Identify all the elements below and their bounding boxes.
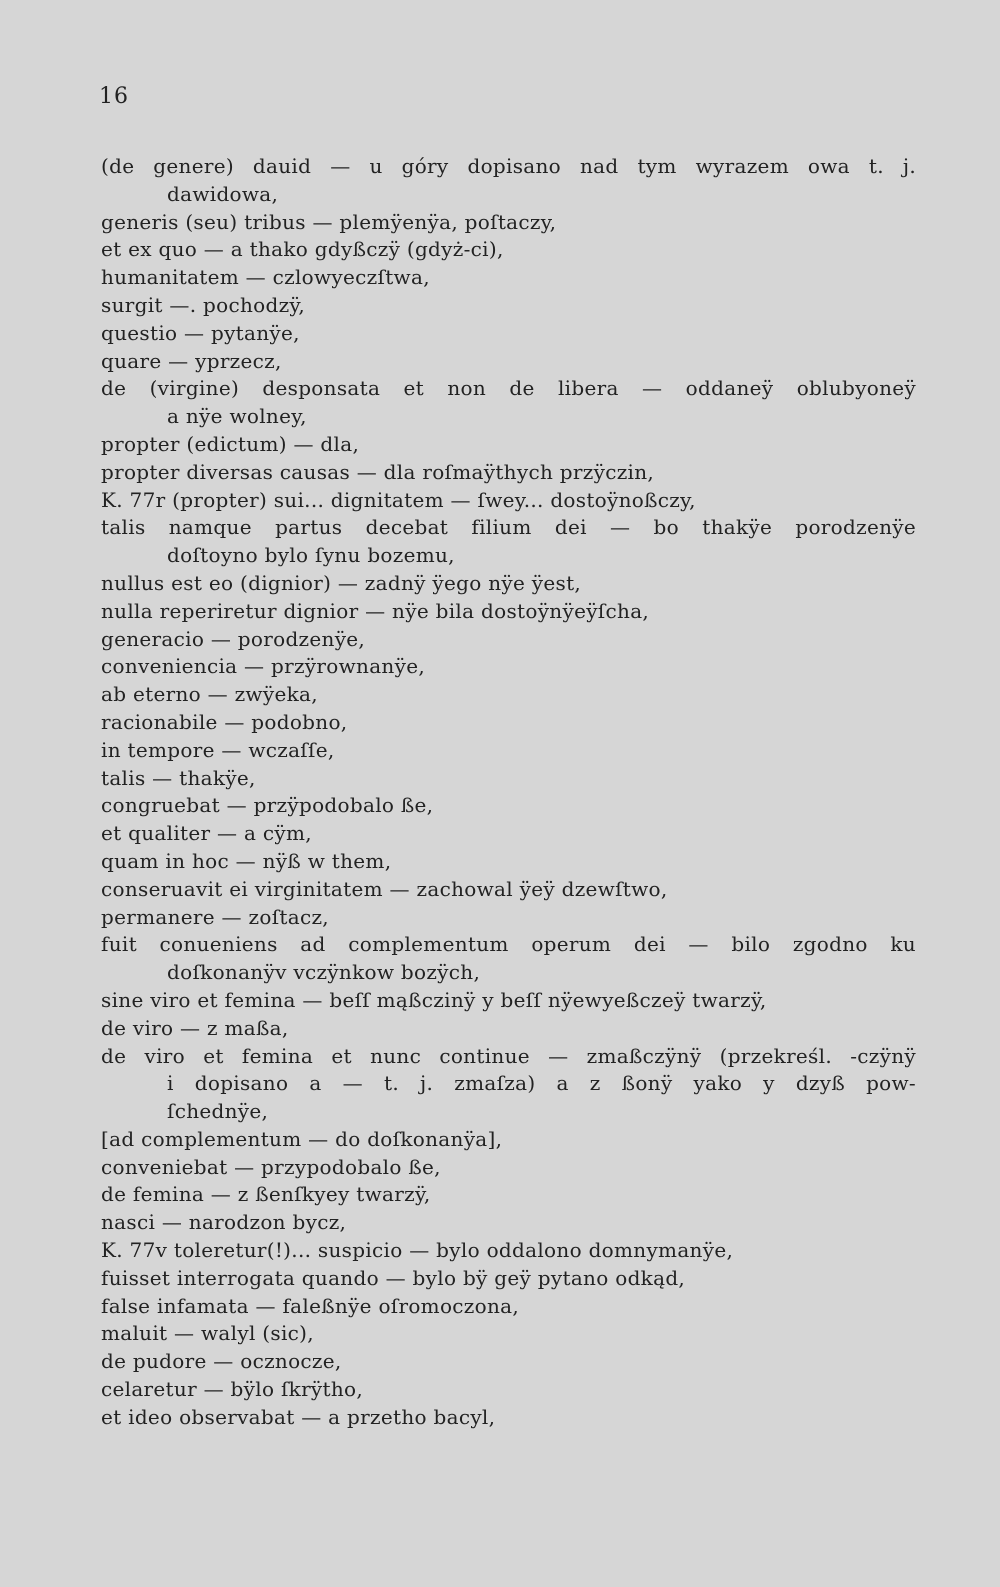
glossary-entry (101, 209, 916, 237)
entry-line: K. 77v toleretur(!)... suspicio — bylo oddalono domnymanÿe, (101, 1238, 734, 1263)
entry-line: et ideo observabat — a przetho bacyl, (101, 1404, 496, 1429)
glossary-entry (101, 1181, 916, 1209)
glossary-entry (101, 1265, 916, 1293)
glossary-entry (101, 348, 916, 376)
glossary-entry (101, 1043, 916, 1126)
entry-continuation-line: dawidowa, (167, 181, 279, 206)
glossary-entry (101, 431, 916, 459)
entry-line: surgit —. pochodzÿ, (101, 292, 306, 317)
entry-line: fuisset interrogata quando — bylo bÿ geÿ pytano odkąd, (101, 1265, 686, 1290)
entry-line: maluit — walyl (sic), (101, 1321, 314, 1346)
glossary-entry (101, 1237, 916, 1265)
entry-line: false infamata — faleßnÿe oſromoczona, (101, 1293, 520, 1318)
glossary-entry (101, 737, 916, 765)
entry-line: et ex quo — a thako gdyßczÿ (gdyż-ci), (101, 237, 504, 262)
entry-line: de viro et femina et nunc continue — zmaßczÿnÿ (przekreśl. -czÿnÿ (101, 1043, 916, 1068)
entry-continuation-line: doſtoyno bylo ſynu bozemu, (167, 543, 455, 568)
glossary-entry (101, 848, 916, 876)
glossary-entry (101, 153, 916, 209)
entry-line: conveniebat — przypodobalo ße, (101, 1154, 441, 1179)
entry-line: nullus est eo (dignior) — zadnÿ ÿego nÿe ÿest, (101, 570, 582, 595)
glossary-entry (101, 1293, 916, 1321)
glossary-entry (101, 1126, 916, 1154)
entry-line: congruebat — przÿpodobalo ße, (101, 793, 434, 818)
glossary-entry (101, 1209, 916, 1237)
glossary-entry (101, 709, 916, 737)
glossary-entry (101, 931, 916, 987)
glossary-entry (101, 570, 916, 598)
entry-line: de pudore — ocznocze, (101, 1349, 342, 1374)
entry-line: de viro — z maßa, (101, 1015, 289, 1040)
glossary-entry (101, 514, 916, 570)
glossary-entry (101, 904, 916, 932)
entry-continuation-line: ſchednÿe, (167, 1099, 269, 1124)
entry-line: de femina — z ßenſkyey twarzÿ, (101, 1182, 431, 1207)
entry-line: propter (edictum) — dla, (101, 431, 360, 456)
glossary-entry (101, 236, 916, 264)
glossary-entry (101, 987, 916, 1015)
glossary-entries (101, 153, 916, 1432)
entry-line: humanitatem — czlowyeczſtwa, (101, 265, 430, 290)
glossary-entry (101, 1320, 916, 1348)
glossary-entry (101, 1154, 916, 1182)
glossary-entry (101, 487, 916, 515)
glossary-entry (101, 264, 916, 292)
entry-line: conveniencia — przÿrownanÿe, (101, 654, 425, 679)
entry-line: propter diversas causas — dla roſmaÿthych przÿczin, (101, 459, 655, 484)
glossary-entry (101, 1348, 916, 1376)
entry-continuation-line: a nÿe wolney, (167, 404, 307, 429)
entry-line: questio — pytanÿe, (101, 320, 300, 345)
entry-line: permanere — zoſtacz, (101, 904, 329, 929)
entry-line: de (virgine) desponsata et non de libera — oddaneÿ oblubyoneÿ (101, 376, 916, 401)
glossary-entry (101, 1015, 916, 1043)
glossary-entry (101, 626, 916, 654)
glossary-entry (101, 320, 916, 348)
glossary-entry (101, 375, 916, 431)
glossary-entry (101, 792, 916, 820)
glossary-entry (101, 876, 916, 904)
entry-line: sine viro et femina — beſſ mąßczinÿ y beſſ nÿewyeßczeÿ twarzÿ, (101, 987, 767, 1012)
entry-line: in tempore — wczaſſe, (101, 737, 335, 762)
glossary-entry (101, 1376, 916, 1404)
glossary-entry (101, 653, 916, 681)
entry-line: talis namque partus decebat filium dei — bo thakÿe porodzenÿe (101, 515, 916, 540)
entry-line: et qualiter — a cÿm, (101, 821, 312, 846)
entry-continuation-line: doſkonanÿv vczÿnkow bozÿch, (167, 960, 481, 985)
glossary-entry (101, 292, 916, 320)
entry-line: nasci — narodzon bycz, (101, 1210, 347, 1235)
page-number: 16 (99, 84, 129, 109)
entry-line: [ad complementum — do doſkonanÿa], (101, 1126, 503, 1151)
glossary-entry (101, 820, 916, 848)
entry-line: quam in hoc — nÿß w them, (101, 848, 392, 873)
entry-line: (de genere) dauid — u góry dopisano nad tym wyrazem owa t. j. (101, 154, 916, 178)
entry-line: K. 77r (propter) sui... dignitatem — ſwey... dostoÿnoßczy, (101, 487, 696, 512)
entry-line: quare — yprzecz, (101, 348, 282, 373)
entry-line: talis — thakÿe, (101, 765, 256, 790)
entry-line: celaretur — bÿlo ſkrÿtho, (101, 1377, 364, 1402)
entry-line: racionabile — podobno, (101, 709, 348, 734)
glossary-entry (101, 681, 916, 709)
glossary-entry (101, 459, 916, 487)
entry-continuation-line: i dopisano a — t. j. zmaſza) a z ßonÿ yako y dzyß pow- (167, 1071, 916, 1096)
entry-line: generacio — porodzenÿe, (101, 626, 366, 651)
glossary-entry (101, 598, 916, 626)
glossary-entry (101, 1404, 916, 1432)
entry-line: generis (seu) tribus — plemÿenÿa, poſtaczy, (101, 209, 557, 234)
entry-line: conseruavit ei virginitatem — zachowal ÿeÿ dzewſtwo, (101, 876, 668, 901)
glossary-entry (101, 765, 916, 793)
entry-line: ab eterno — zwÿeka, (101, 682, 318, 707)
entry-line: fuit conueniens ad complementum operum dei — bilo zgodno ku (101, 932, 916, 957)
entry-line: nulla reperiretur dignior — nÿe bila dostoÿnÿeÿſcha, (101, 598, 650, 623)
